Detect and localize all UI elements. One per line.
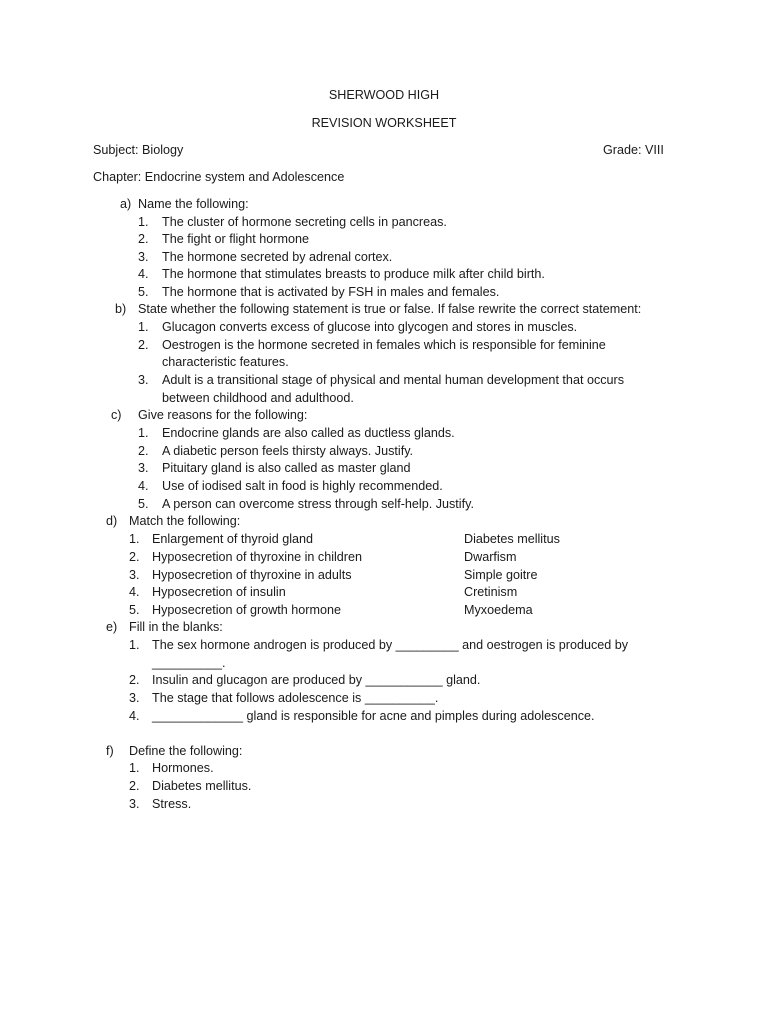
question-number: 3.	[129, 691, 140, 705]
question-number: 1.	[138, 320, 149, 334]
question-number: 2.	[129, 673, 140, 687]
section-d-label: d)	[106, 514, 118, 528]
match-left-item: Hyposecretion of growth hormone	[152, 603, 342, 617]
question-text: Stress.	[152, 797, 192, 811]
match-left-item: Hyposecretion of insulin	[152, 585, 286, 599]
question-number: 1.	[138, 215, 149, 229]
question-number: 3.	[138, 250, 149, 264]
match-left-item: Hyposecretion of thyroxine in children	[152, 550, 363, 564]
section-f-label: f)	[106, 744, 114, 758]
section-e-heading: Fill in the blanks:	[129, 620, 223, 634]
section-f-heading: Define the following:	[129, 744, 243, 758]
section-c-heading: Give reasons for the following:	[138, 408, 308, 422]
question-text: The stage that follows adolescence is __________.	[152, 691, 439, 705]
question-text: The hormone that stimulates breasts to produce milk after child birth.	[162, 267, 545, 281]
question-number: 2.	[129, 779, 140, 793]
question-number: 1.	[129, 761, 140, 775]
section-a-label: a)	[120, 197, 132, 211]
match-right-item: Myxoedema	[464, 603, 533, 617]
subject-label: Subject: Biology	[93, 143, 184, 157]
question-text: The sex hormone androgen is produced by _________ and oestrogen is produced by	[152, 638, 629, 652]
section-b-heading: State whether the following statement is true or false. If false rewrite the correct statement:	[138, 302, 642, 316]
question-number: 3.	[138, 461, 149, 475]
question-number: 3.	[129, 568, 140, 582]
question-text: The fight or flight hormone	[162, 232, 310, 246]
question-number: 4.	[138, 267, 149, 281]
grade-label: Grade: VIII	[603, 143, 664, 157]
question-text: The hormone secreted by adrenal cortex.	[162, 250, 393, 264]
question-text: Oestrogen is the hormone secreted in females which is responsible for feminine	[162, 338, 606, 352]
question-text: Endocrine glands are also called as ductless glands.	[162, 426, 455, 440]
question-text: The hormone that is activated by FSH in males and females.	[162, 285, 500, 299]
question-text: Insulin and glucagon are produced by ___________ gland.	[152, 673, 481, 687]
question-number: 3.	[129, 797, 140, 811]
question-number: 4.	[138, 479, 149, 493]
match-left-item: Enlargement of thyroid gland	[152, 532, 314, 546]
question-number: 4.	[129, 709, 140, 723]
question-number: 1.	[129, 532, 140, 546]
question-text-continued: characteristic features.	[162, 355, 289, 369]
match-right-item: Diabetes mellitus	[464, 532, 560, 546]
match-right-item: Cretinism	[464, 585, 518, 599]
question-text: Adult is a transitional stage of physical and mental human development that occurs	[162, 373, 625, 387]
question-number: 2.	[129, 550, 140, 564]
question-number: 3.	[138, 373, 149, 387]
question-text: Use of iodised salt in food is highly recommended.	[162, 479, 443, 493]
section-e-label: e)	[106, 620, 118, 634]
question-number: 2.	[138, 338, 149, 352]
question-text-continued: between childhood and adulthood.	[162, 391, 354, 405]
question-number: 5.	[138, 285, 149, 299]
question-number: 2.	[138, 232, 149, 246]
match-right-item: Simple goitre	[464, 568, 538, 582]
question-text: A diabetic person feels thirsty always. Justify.	[162, 444, 414, 458]
question-number: 5.	[138, 497, 149, 511]
question-text: Glucagon converts excess of glucose into glycogen and stores in muscles.	[162, 320, 578, 334]
section-a-heading: Name the following:	[138, 197, 249, 211]
question-text: Diabetes mellitus.	[152, 779, 252, 793]
question-text: A person can overcome stress through self-help. Justify.	[162, 497, 474, 511]
match-left-item: Hyposecretion of thyroxine in adults	[152, 568, 352, 582]
section-b-label: b)	[115, 302, 127, 316]
question-text-continued: __________.	[152, 656, 226, 670]
question-number: 1.	[129, 638, 140, 652]
match-right-item: Dwarfism	[464, 550, 517, 564]
section-c-label: c)	[111, 408, 122, 422]
chapter-label: Chapter: Endocrine system and Adolescence	[93, 170, 345, 184]
question-text: Pituitary gland is also called as master gland	[162, 461, 411, 475]
question-text: _____________ gland is responsible for acne and pimples during adolescence.	[152, 709, 595, 723]
school-name: SHERWOOD HIGH	[328, 88, 440, 102]
section-d-heading: Match the following:	[129, 514, 241, 528]
question-text: Hormones.	[152, 761, 214, 775]
question-number: 2.	[138, 444, 149, 458]
worksheet-title: REVISION WORKSHEET	[311, 116, 457, 130]
question-text: The cluster of hormone secreting cells in pancreas.	[162, 215, 447, 229]
question-number: 1.	[138, 426, 149, 440]
question-number: 5.	[129, 603, 140, 617]
question-number: 4.	[129, 585, 140, 599]
